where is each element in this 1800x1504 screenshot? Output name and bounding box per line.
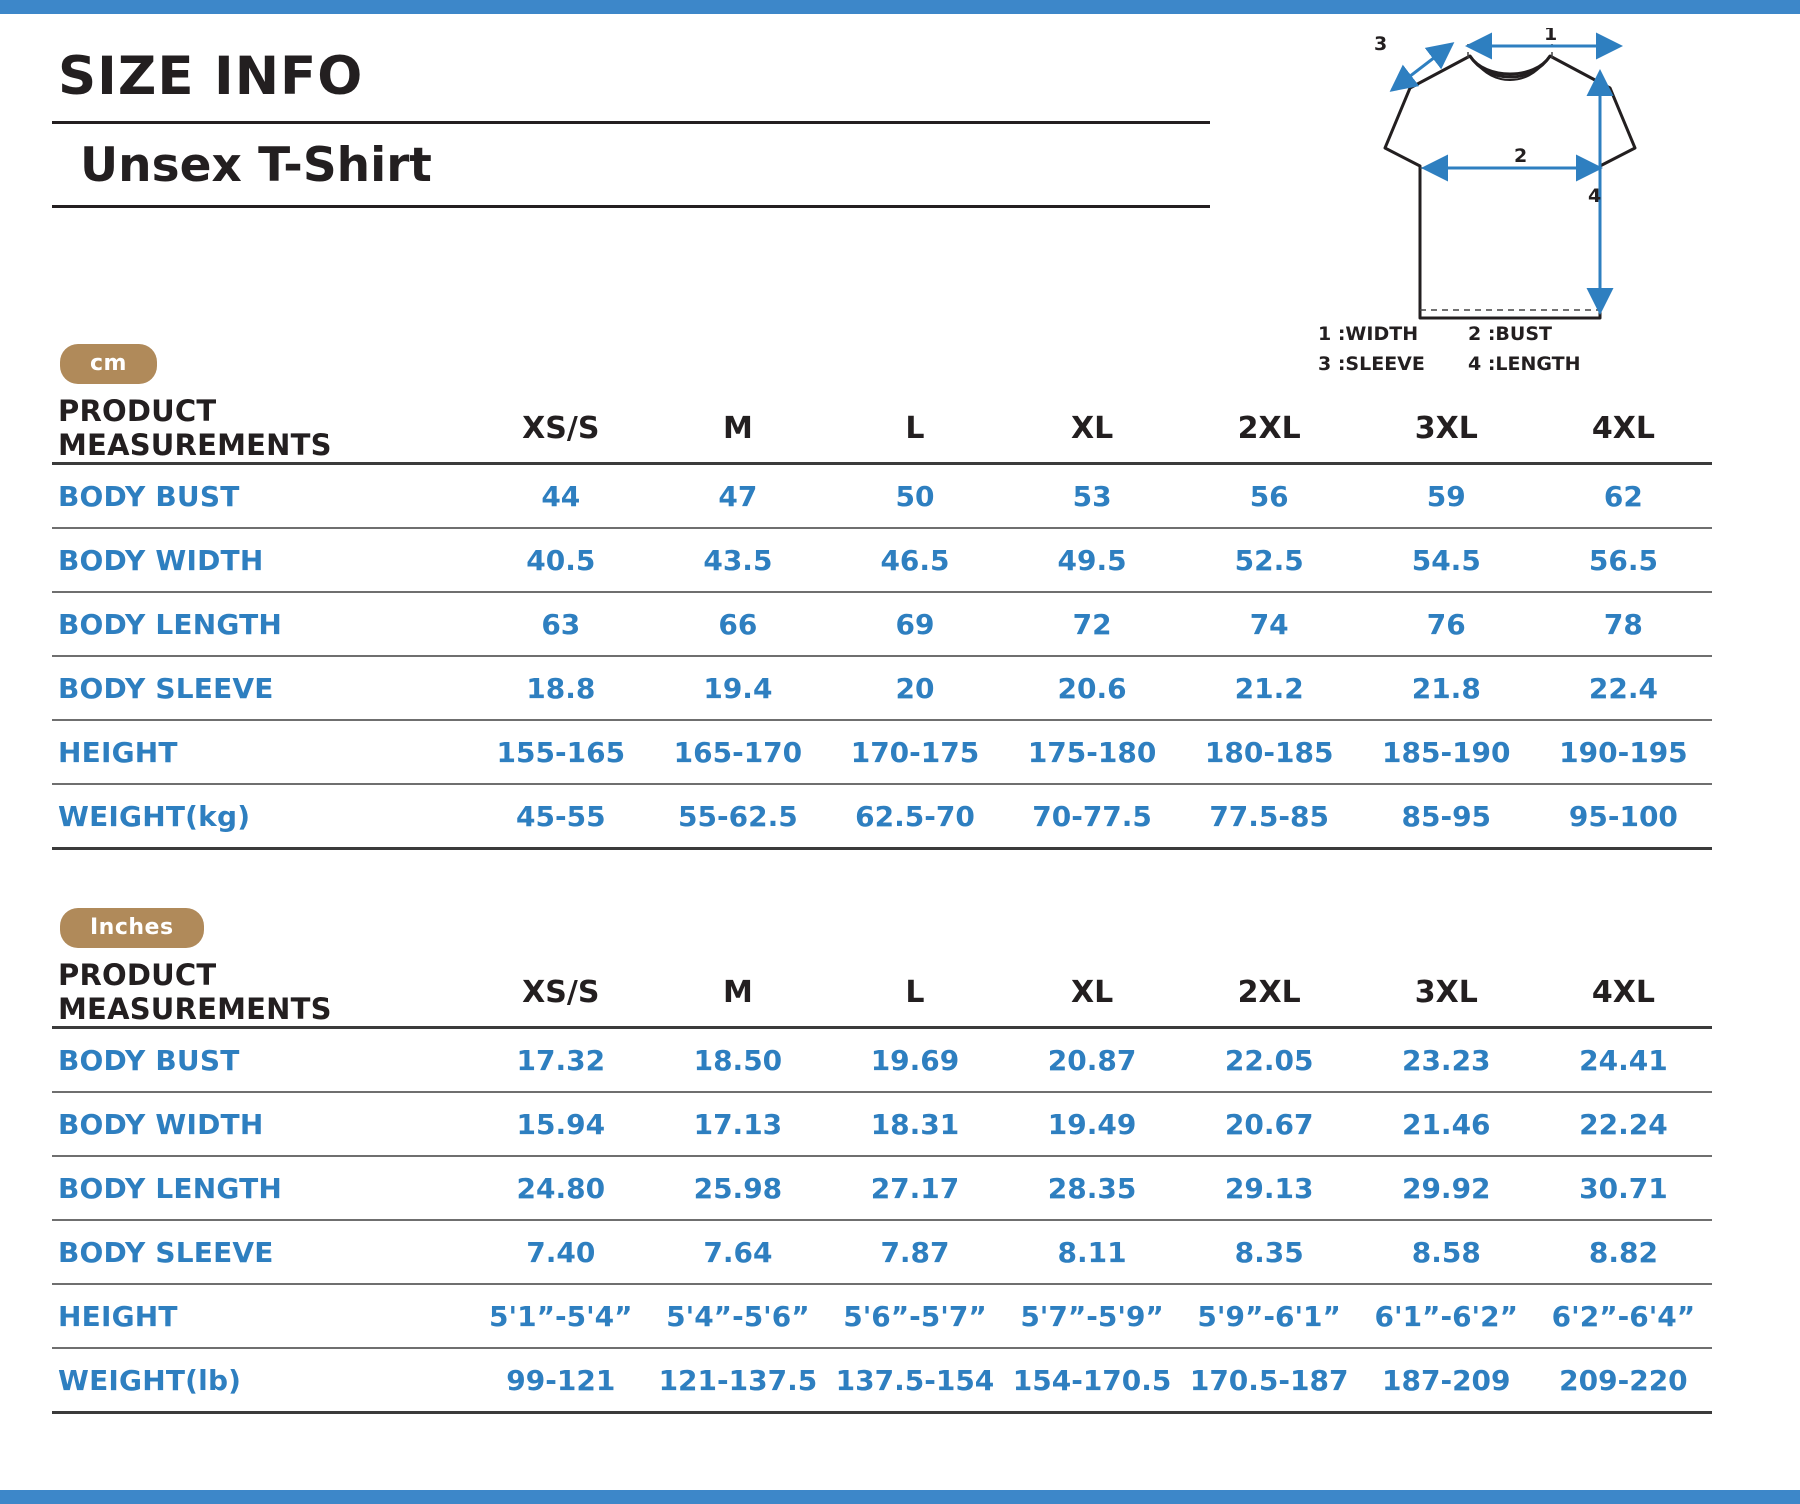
- cell-value: 53: [1004, 464, 1181, 529]
- cell-value: 85-95: [1358, 784, 1535, 849]
- row-label: BODY WIDTH: [52, 1092, 472, 1156]
- col-header-2xl: 2XL: [1181, 394, 1358, 464]
- cell-value: 5'6”-5'7”: [826, 1284, 1003, 1348]
- cell-value: 18.50: [649, 1028, 826, 1093]
- cell-value: 74: [1181, 592, 1358, 656]
- table-row: [52, 1284, 1712, 1348]
- unit-badge-cm: cm: [60, 344, 157, 384]
- table-row: [52, 592, 1712, 656]
- title-divider-bottom: [52, 205, 1210, 208]
- col-header-measurements: PRODUCT MEASUREMENTS: [52, 394, 472, 464]
- cell-value: 47: [649, 464, 826, 529]
- cell-value: 6'1”-6'2”: [1358, 1284, 1535, 1348]
- cell-value: 7.87: [826, 1220, 1003, 1284]
- cell-value: 17.32: [472, 1028, 649, 1093]
- cell-value: 20.6: [1004, 656, 1181, 720]
- cell-value: 175-180: [1004, 720, 1181, 784]
- cell-value: 19.49: [1004, 1092, 1181, 1156]
- row-label: WEIGHT(kg): [52, 784, 472, 849]
- cell-value: 56: [1181, 464, 1358, 529]
- cell-value: 62.5-70: [826, 784, 1003, 849]
- row-label: BODY SLEEVE: [52, 1220, 472, 1284]
- cell-value: 209-220: [1535, 1348, 1712, 1413]
- table-row: [52, 656, 1712, 720]
- size-table-cm: [52, 394, 1712, 850]
- row-label: HEIGHT: [52, 720, 472, 784]
- tshirt-diagram: [1300, 28, 1720, 368]
- cell-value: 8.58: [1358, 1220, 1535, 1284]
- row-label: BODY SLEEVE: [52, 656, 472, 720]
- inches-unit-badge-wrap: [52, 908, 1712, 948]
- cell-value: 66: [649, 592, 826, 656]
- table-row: [52, 464, 1712, 529]
- cell-value: 137.5-154: [826, 1348, 1003, 1413]
- legend-bust: 2 :BUST: [1468, 323, 1552, 345]
- cell-value: 6'2”-6'4”: [1535, 1284, 1712, 1348]
- cell-value: 44: [472, 464, 649, 529]
- cell-value: 29.92: [1358, 1156, 1535, 1220]
- cell-value: 8.11: [1004, 1220, 1181, 1284]
- row-label: BODY LENGTH: [52, 1156, 472, 1220]
- col-header-xss: XS/S: [472, 958, 649, 1028]
- col-header-4xl: 4XL: [1535, 394, 1712, 464]
- table-row: [52, 720, 1712, 784]
- svg-text:3: 3: [1374, 33, 1388, 55]
- cell-value: 49.5: [1004, 528, 1181, 592]
- cell-value: 8.82: [1535, 1220, 1712, 1284]
- cell-value: 77.5-85: [1181, 784, 1358, 849]
- col-header-xl: XL: [1004, 394, 1181, 464]
- table-row: [52, 1092, 1712, 1156]
- legend-width: 1 :WIDTH: [1318, 323, 1419, 345]
- cell-value: 56.5: [1535, 528, 1712, 592]
- cell-value: 20.67: [1181, 1092, 1358, 1156]
- cell-value: 78: [1535, 592, 1712, 656]
- cell-value: 50: [826, 464, 1003, 529]
- cell-value: 5'4”-5'6”: [649, 1284, 826, 1348]
- row-label: HEIGHT: [52, 1284, 472, 1348]
- cell-value: 22.05: [1181, 1028, 1358, 1093]
- table-row: [52, 784, 1712, 849]
- legend-length: 4 :LENGTH: [1468, 353, 1581, 375]
- size-table-inches: [52, 958, 1712, 1414]
- cell-value: 165-170: [649, 720, 826, 784]
- cell-value: 170-175: [826, 720, 1003, 784]
- cell-value: 190-195: [1535, 720, 1712, 784]
- cell-value: 5'1”-5'4”: [472, 1284, 649, 1348]
- cell-value: 154-170.5: [1004, 1348, 1181, 1413]
- col-header-3xl: 3XL: [1358, 958, 1535, 1028]
- cm-unit-badge-wrap: [52, 344, 1712, 384]
- inches-measurement-section: [52, 908, 1712, 1414]
- row-label: BODY LENGTH: [52, 592, 472, 656]
- col-header-xss: XS/S: [472, 394, 649, 464]
- col-header-3xl: 3XL: [1358, 394, 1535, 464]
- row-label: BODY WIDTH: [52, 528, 472, 592]
- cell-value: 23.23: [1358, 1028, 1535, 1093]
- col-header-4xl: 4XL: [1535, 958, 1712, 1028]
- cell-value: 69: [826, 592, 1003, 656]
- table-row: [52, 1028, 1712, 1093]
- col-header-2xl: 2XL: [1181, 958, 1358, 1028]
- cell-value: 29.13: [1181, 1156, 1358, 1220]
- cell-value: 187-209: [1358, 1348, 1535, 1413]
- cell-value: 70-77.5: [1004, 784, 1181, 849]
- cell-value: 5'9”-6'1”: [1181, 1284, 1358, 1348]
- table-header-row: [52, 394, 1712, 464]
- cell-value: 46.5: [826, 528, 1003, 592]
- unit-badge-inches: Inches: [60, 908, 204, 948]
- cell-value: 21.46: [1358, 1092, 1535, 1156]
- svg-text:2: 2: [1514, 145, 1528, 167]
- cell-value: 45-55: [472, 784, 649, 849]
- cell-value: 19.69: [826, 1028, 1003, 1093]
- cell-value: 95-100: [1535, 784, 1712, 849]
- row-label: WEIGHT(lb): [52, 1348, 472, 1413]
- cell-value: 18.8: [472, 656, 649, 720]
- cell-value: 62: [1535, 464, 1712, 529]
- cell-value: 5'7”-5'9”: [1004, 1284, 1181, 1348]
- cell-value: 7.40: [472, 1220, 649, 1284]
- cell-value: 20.87: [1004, 1028, 1181, 1093]
- cell-value: 18.31: [826, 1092, 1003, 1156]
- col-header-xl: XL: [1004, 958, 1181, 1028]
- cell-value: 28.35: [1004, 1156, 1181, 1220]
- cell-value: 8.35: [1181, 1220, 1358, 1284]
- cell-value: 155-165: [472, 720, 649, 784]
- row-label: BODY BUST: [52, 464, 472, 529]
- cell-value: 24.41: [1535, 1028, 1712, 1093]
- row-label: BODY BUST: [52, 1028, 472, 1093]
- cell-value: 25.98: [649, 1156, 826, 1220]
- table-header-row: [52, 958, 1712, 1028]
- legend-sleeve: 3 :SLEEVE: [1318, 353, 1425, 375]
- cell-value: 43.5: [649, 528, 826, 592]
- cm-measurement-section: [52, 344, 1712, 850]
- col-header-measurements: PRODUCT MEASUREMENTS: [52, 958, 472, 1028]
- cell-value: 40.5: [472, 528, 649, 592]
- cell-value: 99-121: [472, 1348, 649, 1413]
- cell-value: 22.4: [1535, 656, 1712, 720]
- document-header: [52, 46, 1212, 208]
- cell-value: 19.4: [649, 656, 826, 720]
- table-row: [52, 1156, 1712, 1220]
- svg-text:1: 1: [1544, 28, 1558, 45]
- page-title: SIZE INFO: [58, 46, 364, 107]
- cell-value: 52.5: [1181, 528, 1358, 592]
- col-header-l: L: [826, 958, 1003, 1028]
- cell-value: 170.5-187: [1181, 1348, 1358, 1413]
- col-header-m: M: [649, 394, 826, 464]
- cell-value: 76: [1358, 592, 1535, 656]
- svg-text:4: 4: [1588, 185, 1602, 207]
- cell-value: 55-62.5: [649, 784, 826, 849]
- cell-value: 15.94: [472, 1092, 649, 1156]
- cell-value: 17.13: [649, 1092, 826, 1156]
- cell-value: 63: [472, 592, 649, 656]
- cell-value: 24.80: [472, 1156, 649, 1220]
- page-content: [0, 14, 1800, 1490]
- cell-value: 7.64: [649, 1220, 826, 1284]
- cell-value: 21.8: [1358, 656, 1535, 720]
- cell-value: 185-190: [1358, 720, 1535, 784]
- cell-value: 54.5: [1358, 528, 1535, 592]
- cell-value: 180-185: [1181, 720, 1358, 784]
- table-row: [52, 528, 1712, 592]
- cell-value: 30.71: [1535, 1156, 1712, 1220]
- cell-value: 72: [1004, 592, 1181, 656]
- product-name: Unsex T-Shirt: [80, 138, 432, 193]
- cell-value: 121-137.5: [649, 1348, 826, 1413]
- cell-value: 27.17: [826, 1156, 1003, 1220]
- col-header-m: M: [649, 958, 826, 1028]
- cell-value: 59: [1358, 464, 1535, 529]
- cell-value: 20: [826, 656, 1003, 720]
- col-header-l: L: [826, 394, 1003, 464]
- table-row: [52, 1348, 1712, 1413]
- cell-value: 22.24: [1535, 1092, 1712, 1156]
- table-row: [52, 1220, 1712, 1284]
- cell-value: 21.2: [1181, 656, 1358, 720]
